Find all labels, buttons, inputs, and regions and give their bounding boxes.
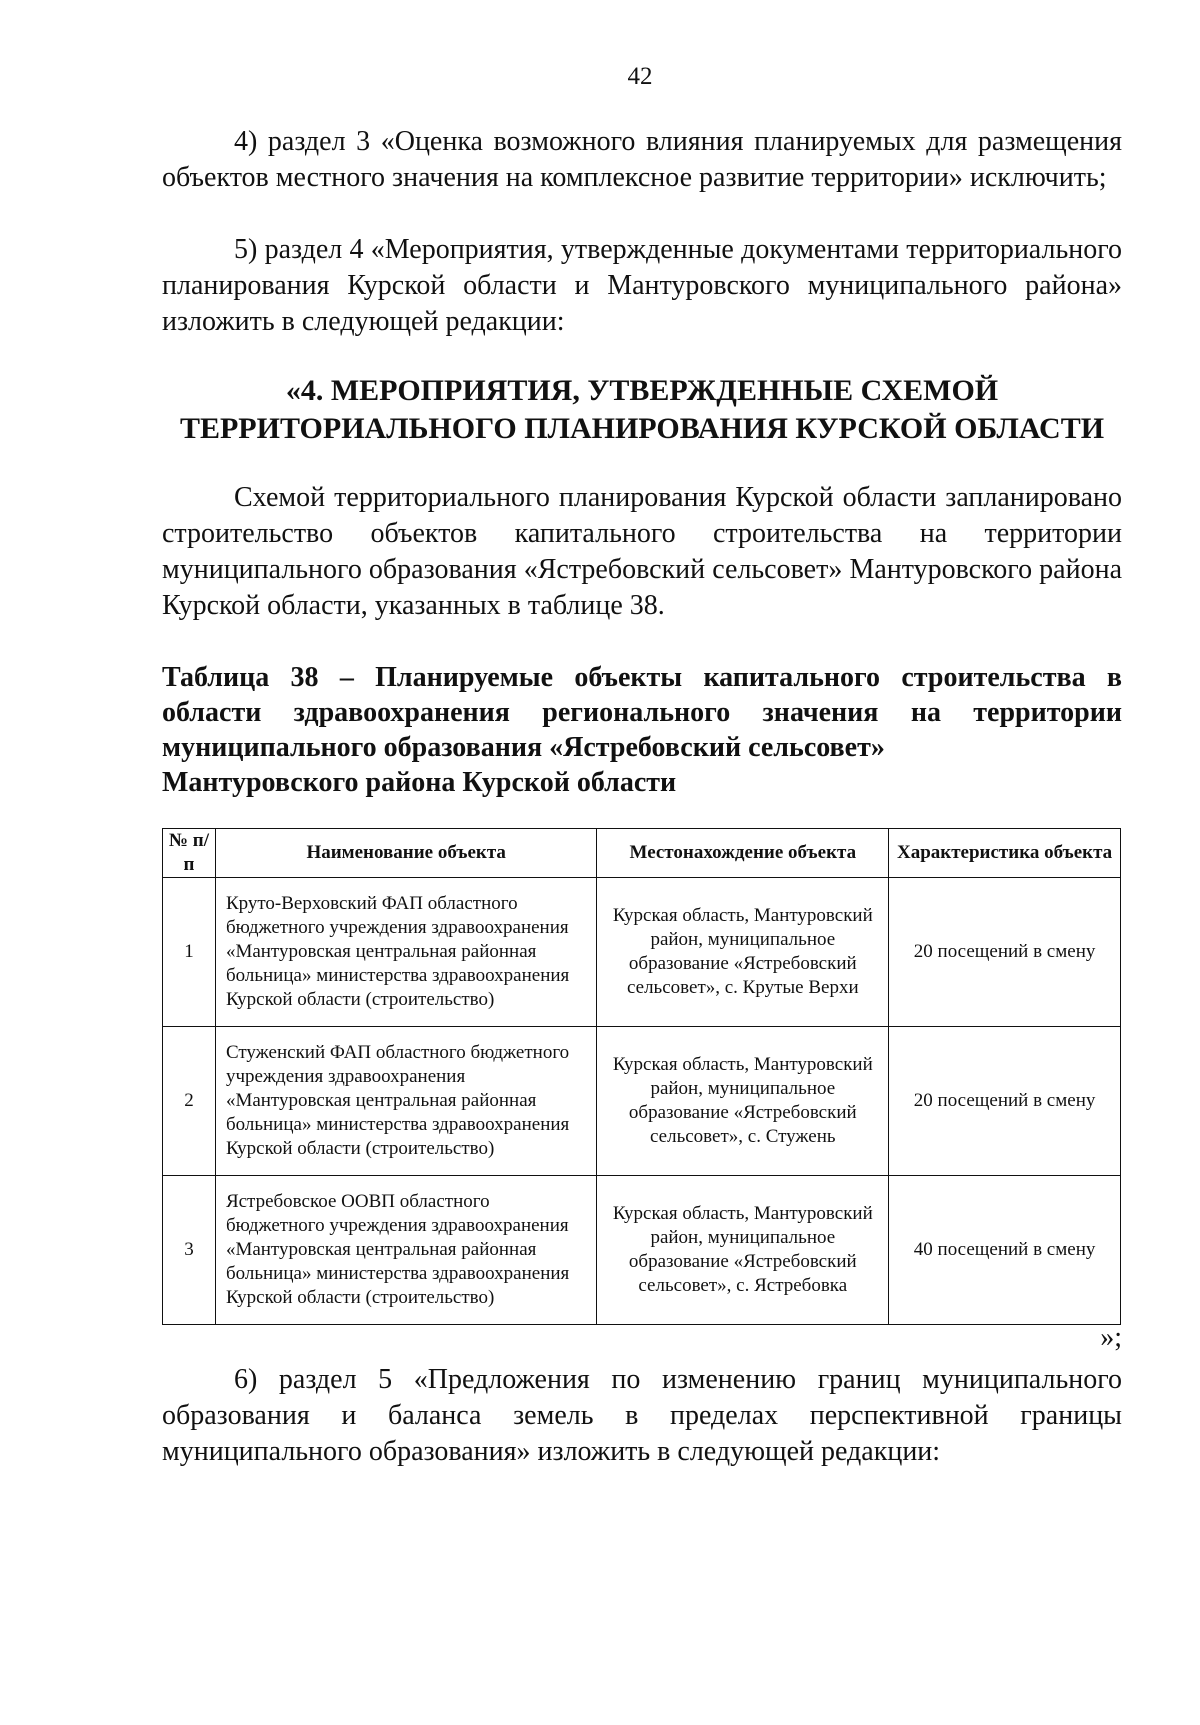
header-name: Наименование объекта <box>215 829 597 878</box>
intro-paragraph: Схемой территориального планирования Курской области запланировано строительство объектов капитального строительства на территории муниципального образования «Ястребовский сельсовет» Мантуровского района Курской области, указанных в таблице 38. <box>162 482 1122 621</box>
cell-name: Круто-Верховский ФАП областного бюджетного учреждения здравоохранения «Мантуровская центральная районная больница» министерства здравоохранения Курской области (строительство) <box>215 878 597 1027</box>
table-row <box>163 1176 1121 1325</box>
cell-location: Курская область, Мантуровский район, муниципальное образование «Ястребовский сельсовет», с. Ястребовка <box>597 1176 889 1325</box>
table-caption <box>162 660 1122 800</box>
header-location: Местонахождение объекта <box>597 829 889 878</box>
section-heading <box>162 372 1122 448</box>
cell-location: Курская область, Мантуровский район, муниципальное образование «Ястребовский сельсовет», с. Крутые Верхи <box>597 878 889 1027</box>
cell-name: Ястребовское ООВП областного бюджетного учреждения здравоохранения «Мантуровская центральная районная больница» министерства здравоохранения Курской области (строительство) <box>215 1176 597 1325</box>
cell-characteristic: 20 посещений в смену <box>889 878 1121 1027</box>
cell-name: Стуженский ФАП областного бюджетного учреждения здравоохранения «Мантуровская центральная районная больница» министерства здравоохранения Курской области (строительство) <box>215 1027 597 1176</box>
section-heading-line-1: «4. МЕРОПРИЯТИЯ, УТВЕРЖДЕННЫЕ СХЕМОЙ <box>285 374 999 407</box>
table-caption-main: Таблица 38 – Планируемые объекты капитального строительства в области здравоохранения регионального значения на территории муниципального образования «Ястребовский сельсовет» <box>162 662 1122 763</box>
header-num: № п/п <box>163 829 216 878</box>
section-heading-line-2: ТЕРРИТОРИАЛЬНОГО ПЛАНИРОВАНИЯ КУРСКОЙ ОБЛАСТИ <box>179 412 1105 445</box>
table-row <box>163 1027 1121 1176</box>
objects-table <box>162 828 1121 1325</box>
page-number: 42 <box>627 63 653 90</box>
cell-num: 3 <box>163 1176 216 1325</box>
paragraph-item-4: 4) раздел 3 «Оценка возможного влияния планируемых для размещения объектов местного значения на комплексное развитие территории» исключить; <box>162 126 1122 193</box>
cell-num: 2 <box>163 1027 216 1176</box>
table-row <box>163 878 1121 1027</box>
paragraph-item-5: 5) раздел 4 «Мероприятия, утвержденные документами территориального планирования Курской области и Мантуровского муниципального района» изложить в следующей редакции: <box>162 234 1122 337</box>
table-header-row <box>163 829 1121 878</box>
table-caption-last-line: Мантуровского района Курской области <box>162 767 677 798</box>
cell-characteristic: 40 посещений в смену <box>889 1176 1121 1325</box>
header-characteristic: Характеристика объекта <box>889 829 1121 878</box>
closing-quote: »; <box>1100 1322 1122 1353</box>
cell-location: Курская область, Мантуровский район, муниципальное образование «Ястребовский сельсовет», с. Стужень <box>597 1027 889 1176</box>
paragraph-item-6: 6) раздел 5 «Предложения по изменению границ муниципального образования и баланса земель в пределах перспективной границы муниципального образования» изложить в следующей редакции: <box>162 1364 1122 1467</box>
cell-characteristic: 20 посещений в смену <box>889 1027 1121 1176</box>
cell-num: 1 <box>163 878 216 1027</box>
